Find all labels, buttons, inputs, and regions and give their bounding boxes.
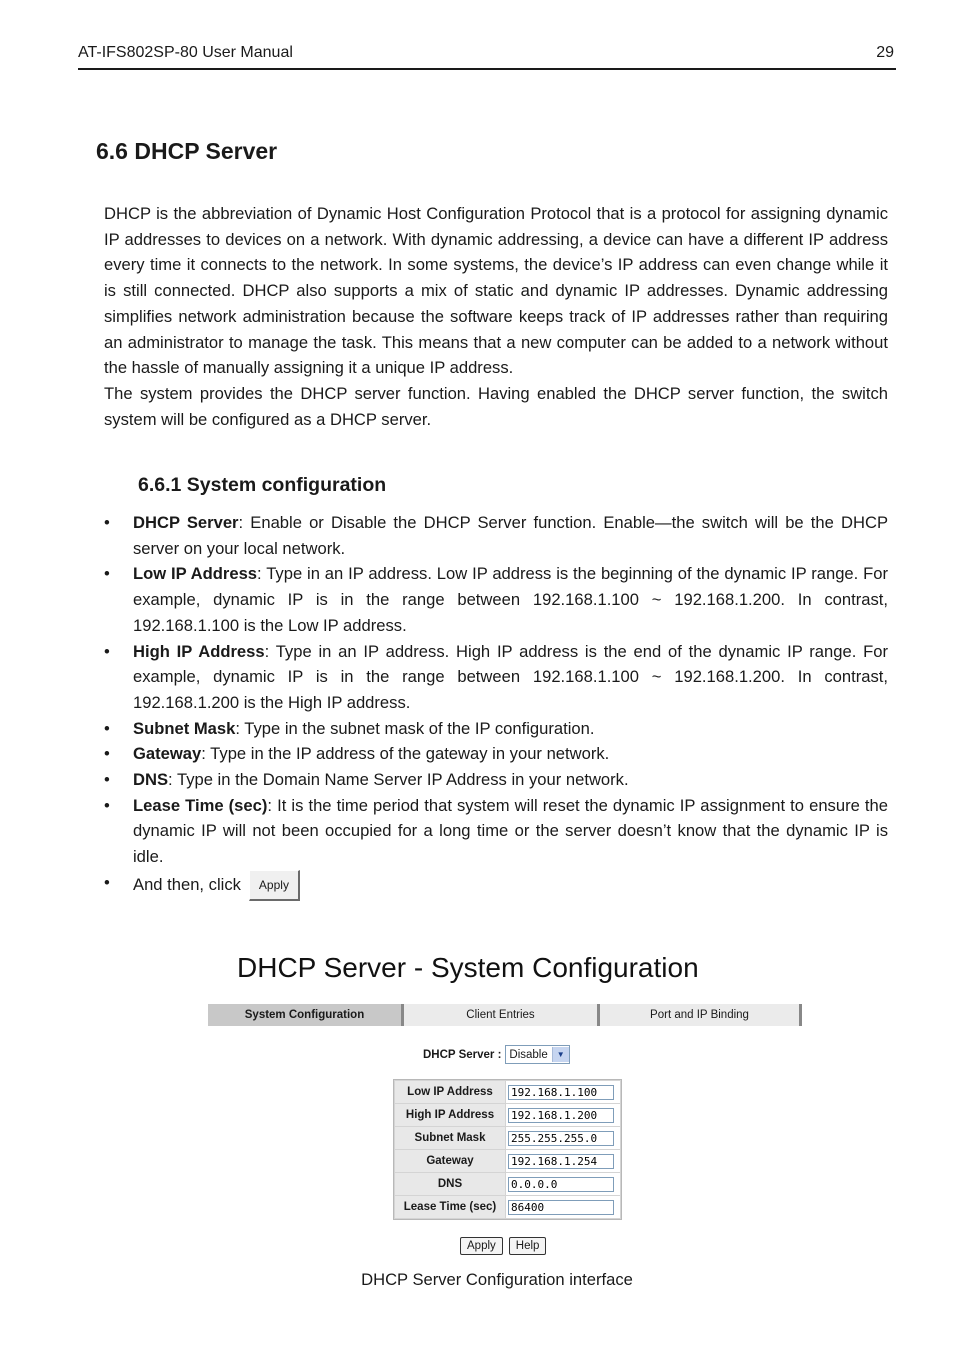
- figure-caption: DHCP Server Configuration interface: [361, 1270, 633, 1289]
- high-ip-label: High IP Address: [395, 1104, 505, 1126]
- bullet-term: Lease Time (sec): [133, 795, 268, 815]
- bullet-text: : Enable or Disable the DHCP Server function. Enable—the switch will be the DHCP server on your local network.: [133, 513, 889, 558]
- bullet-term: DHCP Server: [133, 513, 239, 532]
- list-item: [104, 716, 888, 742]
- bullet-term: Low IP Address: [133, 564, 258, 584]
- list-item: [104, 870, 888, 901]
- figure-title: DHCP Server - System Configuration: [237, 952, 699, 983]
- bullet-text: : It is the time period that system will reset the dynamic IP assignment to ensure the dynamic IP will not been occupied for a long time or the server doesn’t know that the dynamic IP is idle.: [133, 795, 888, 867]
- tab-bar: [208, 1004, 802, 1026]
- list-item: [104, 767, 888, 793]
- table-row: [395, 1173, 620, 1195]
- lease-time-input[interactable]: [508, 1200, 614, 1215]
- high-ip-input[interactable]: [508, 1108, 614, 1123]
- click-instruction: • And then, click: [133, 875, 241, 895]
- config-table: [393, 1079, 622, 1220]
- bullet-text: : Type in an IP address. High IP address is the end of the dynamic IP range. For example, dynamic IP is in the range between 192.168.1.100 ~ 192.168.1.200. In contrast, 192.168.1.200 is the High IP address.: [133, 641, 888, 712]
- list-item: [104, 561, 888, 638]
- table-row: [395, 1104, 620, 1126]
- dhcp-server-selected-value: Disable: [509, 1048, 548, 1061]
- bullet-text: : Type in the Domain Name Server IP Address in your network.: [168, 770, 629, 790]
- subnet-mask-input[interactable]: [508, 1131, 614, 1146]
- lease-time-label: Lease Time (sec): [395, 1196, 505, 1218]
- tab-system-configuration[interactable]: System Configuration: [208, 1004, 404, 1026]
- bullet-term: Subnet Mask: [133, 718, 236, 738]
- dns-input[interactable]: [508, 1177, 614, 1192]
- bullet-term: High IP Address: [133, 641, 265, 661]
- manual-title: AT-IFS802SP-80 User Manual: [78, 44, 293, 61]
- list-item: [104, 741, 888, 767]
- section-heading: 6.6 DHCP Server: [96, 138, 278, 164]
- gateway-input[interactable]: [508, 1154, 614, 1169]
- table-row: [395, 1081, 620, 1103]
- dns-label: DNS: [395, 1173, 505, 1195]
- chevron-down-icon[interactable]: ▼: [552, 1047, 569, 1062]
- tab-client-entries[interactable]: Client Entries: [404, 1004, 600, 1026]
- page-header: [78, 44, 896, 70]
- table-row: [395, 1196, 620, 1218]
- bullet-text: : Type in an IP address. Low IP address is the beginning of the dynamic IP range. For example, dynamic IP is in the range between 192.168.1.100 ~ 192.168.1.200. In contrast, 192.168.1.100 is the Low IP address.: [133, 564, 889, 635]
- bullet-term: Gateway: [133, 744, 202, 764]
- option-list: [104, 510, 888, 901]
- list-item: [104, 793, 888, 870]
- list-item: [104, 639, 888, 716]
- bullet-text: : Type in the subnet mask of the IP configuration.: [235, 718, 595, 738]
- intro-text: [104, 201, 888, 432]
- inline-apply-button[interactable]: Apply: [249, 870, 300, 901]
- apply-button[interactable]: Apply: [460, 1237, 503, 1255]
- help-button[interactable]: Help: [509, 1237, 547, 1255]
- bullet-text: : Type in the IP address of the gateway in your network.: [201, 744, 610, 764]
- page-number: 29: [876, 44, 894, 61]
- dhcp-server-select[interactable]: [505, 1045, 569, 1064]
- gateway-label: Gateway: [395, 1150, 505, 1172]
- low-ip-label: Low IP Address: [395, 1081, 505, 1103]
- form-buttons: [460, 1237, 546, 1255]
- subnet-mask-label: Subnet Mask: [395, 1127, 505, 1149]
- bullet-term: DNS: [133, 770, 169, 790]
- list-item: [104, 510, 888, 561]
- low-ip-input[interactable]: [508, 1085, 614, 1100]
- table-row: [395, 1150, 620, 1172]
- intro-paragraph-2: The system provides the DHCP server function. Having enabled the DHCP server function, the switch system will be configured as a DHCP server.: [104, 383, 888, 429]
- table-row: [395, 1127, 620, 1149]
- subsection-heading: 6.6.1 System configuration: [138, 474, 387, 496]
- dhcp-server-row: [423, 1045, 570, 1064]
- intro-paragraph-1: DHCP is the abbreviation of Dynamic Host Configuration Protocol that is a protocol for assigning dynamic IP addresses to devices on a network. With dynamic addressing, a device can have a different IP address every time it connects to the network. In some systems, the device’s IP address can even change while it is still connected. DHCP also supports a mix of static and dynamic IP addresses. Dynamic addressing simplifies network administration because the software keeps track of IP addresses rather than requiring an administrator to manage the task. This means that a new computer can be added to a network without the hassle of manually assigning it a unique IP address.: [104, 204, 888, 378]
- tab-port-and-ip-binding[interactable]: Port and IP Binding: [600, 1004, 802, 1026]
- dhcp-server-label: DHCP Server :: [423, 1048, 502, 1061]
